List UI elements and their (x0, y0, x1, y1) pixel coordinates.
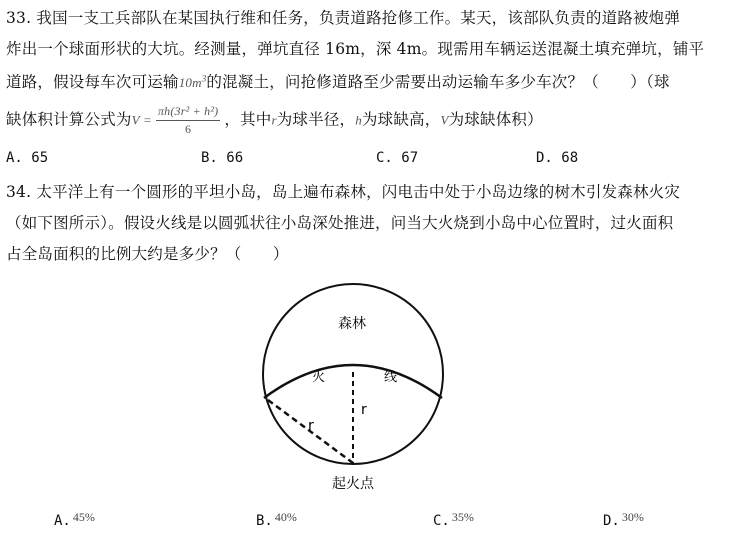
q34-option-b-letter: B. (256, 513, 273, 529)
q34-line-3: 占全岛面积的比例大约是多少？（ ） (6, 245, 289, 263)
q34-option-c-letter: C. (433, 513, 450, 529)
volume-unit-exp: 3 (201, 73, 207, 84)
formula-v: V = (131, 112, 152, 128)
q33-option-d[interactable]: D. 68 (536, 150, 579, 166)
q34-option-d-value: 30% (621, 510, 644, 524)
q33-line-1: 33. 我国一支工兵部队在某国执行维和任务，负责道路抢修工作。某天，该部队负责的道路被炮弹 (6, 9, 681, 27)
fire-label-1: 火 (312, 370, 326, 385)
radius-label-vertical: r (361, 402, 367, 418)
q34-option-a[interactable] (54, 510, 95, 529)
radius-label-diagonal: r (308, 418, 314, 434)
q34-option-c-value: 35% (451, 510, 474, 524)
q33-line-4-text-a: 缺体积计算公式为 (6, 110, 132, 129)
q33-option-b[interactable]: B. 66 (201, 150, 244, 166)
q34-line-2: （如下图所示）。假设火线是以圆弧状往小岛深处推进，问当大火烧到小岛中心位置时，过火面积 (6, 214, 674, 232)
q34-option-b[interactable] (256, 510, 297, 529)
q34-option-a-letter: A. (54, 513, 71, 529)
q33-line-4-text-b: ，其中 (224, 110, 272, 129)
fire-label-2: 线 (384, 370, 398, 385)
q33-line-4-text-d: 为球缺高， (361, 110, 441, 129)
origin-label: 起火点 (332, 476, 374, 492)
q33-line-3-text-b: 的混凝土，问抢修道路至少需要出动运输车多少车次？（ ）（球 (206, 73, 670, 91)
var-r: r (271, 112, 277, 128)
q33-line-3-text-a: 道路，假设每车次可运输 (6, 73, 179, 91)
var-V: V (440, 112, 449, 128)
q33-line-2: 炸出一个球面形状的大坑。经测量，弹坑直径 16m，深 4m。现需用车辆运送混凝土填充弹坑，铺平 (6, 40, 705, 58)
q34-option-a-value: 45% (72, 510, 95, 524)
q34-option-c[interactable] (433, 510, 474, 529)
volume-unit-base: 10m (178, 75, 202, 90)
q34-option-b-value: 40% (274, 510, 297, 524)
q33-line-4-text-c: 为球半径， (276, 110, 356, 129)
q33-option-a[interactable]: A. 65 (6, 150, 49, 166)
forest-label: 森林 (338, 316, 366, 332)
q34-option-d-letter: D. (603, 513, 620, 529)
q33-option-c[interactable]: C. 67 (376, 150, 419, 166)
q33-line-4-text-e: 为球缺体积） (448, 110, 543, 129)
q34-option-d[interactable] (603, 510, 644, 529)
formula-numerator: πh(3r² + h²) (156, 104, 220, 121)
q34-line-1: 34. 太平洋上有一个圆形的平坦小岛，岛上遍布森林，闪电击中处于小岛边缘的树木引发森林火灾 (6, 183, 681, 201)
formula-denominator: 6 (185, 122, 192, 136)
var-h: h (355, 112, 362, 128)
